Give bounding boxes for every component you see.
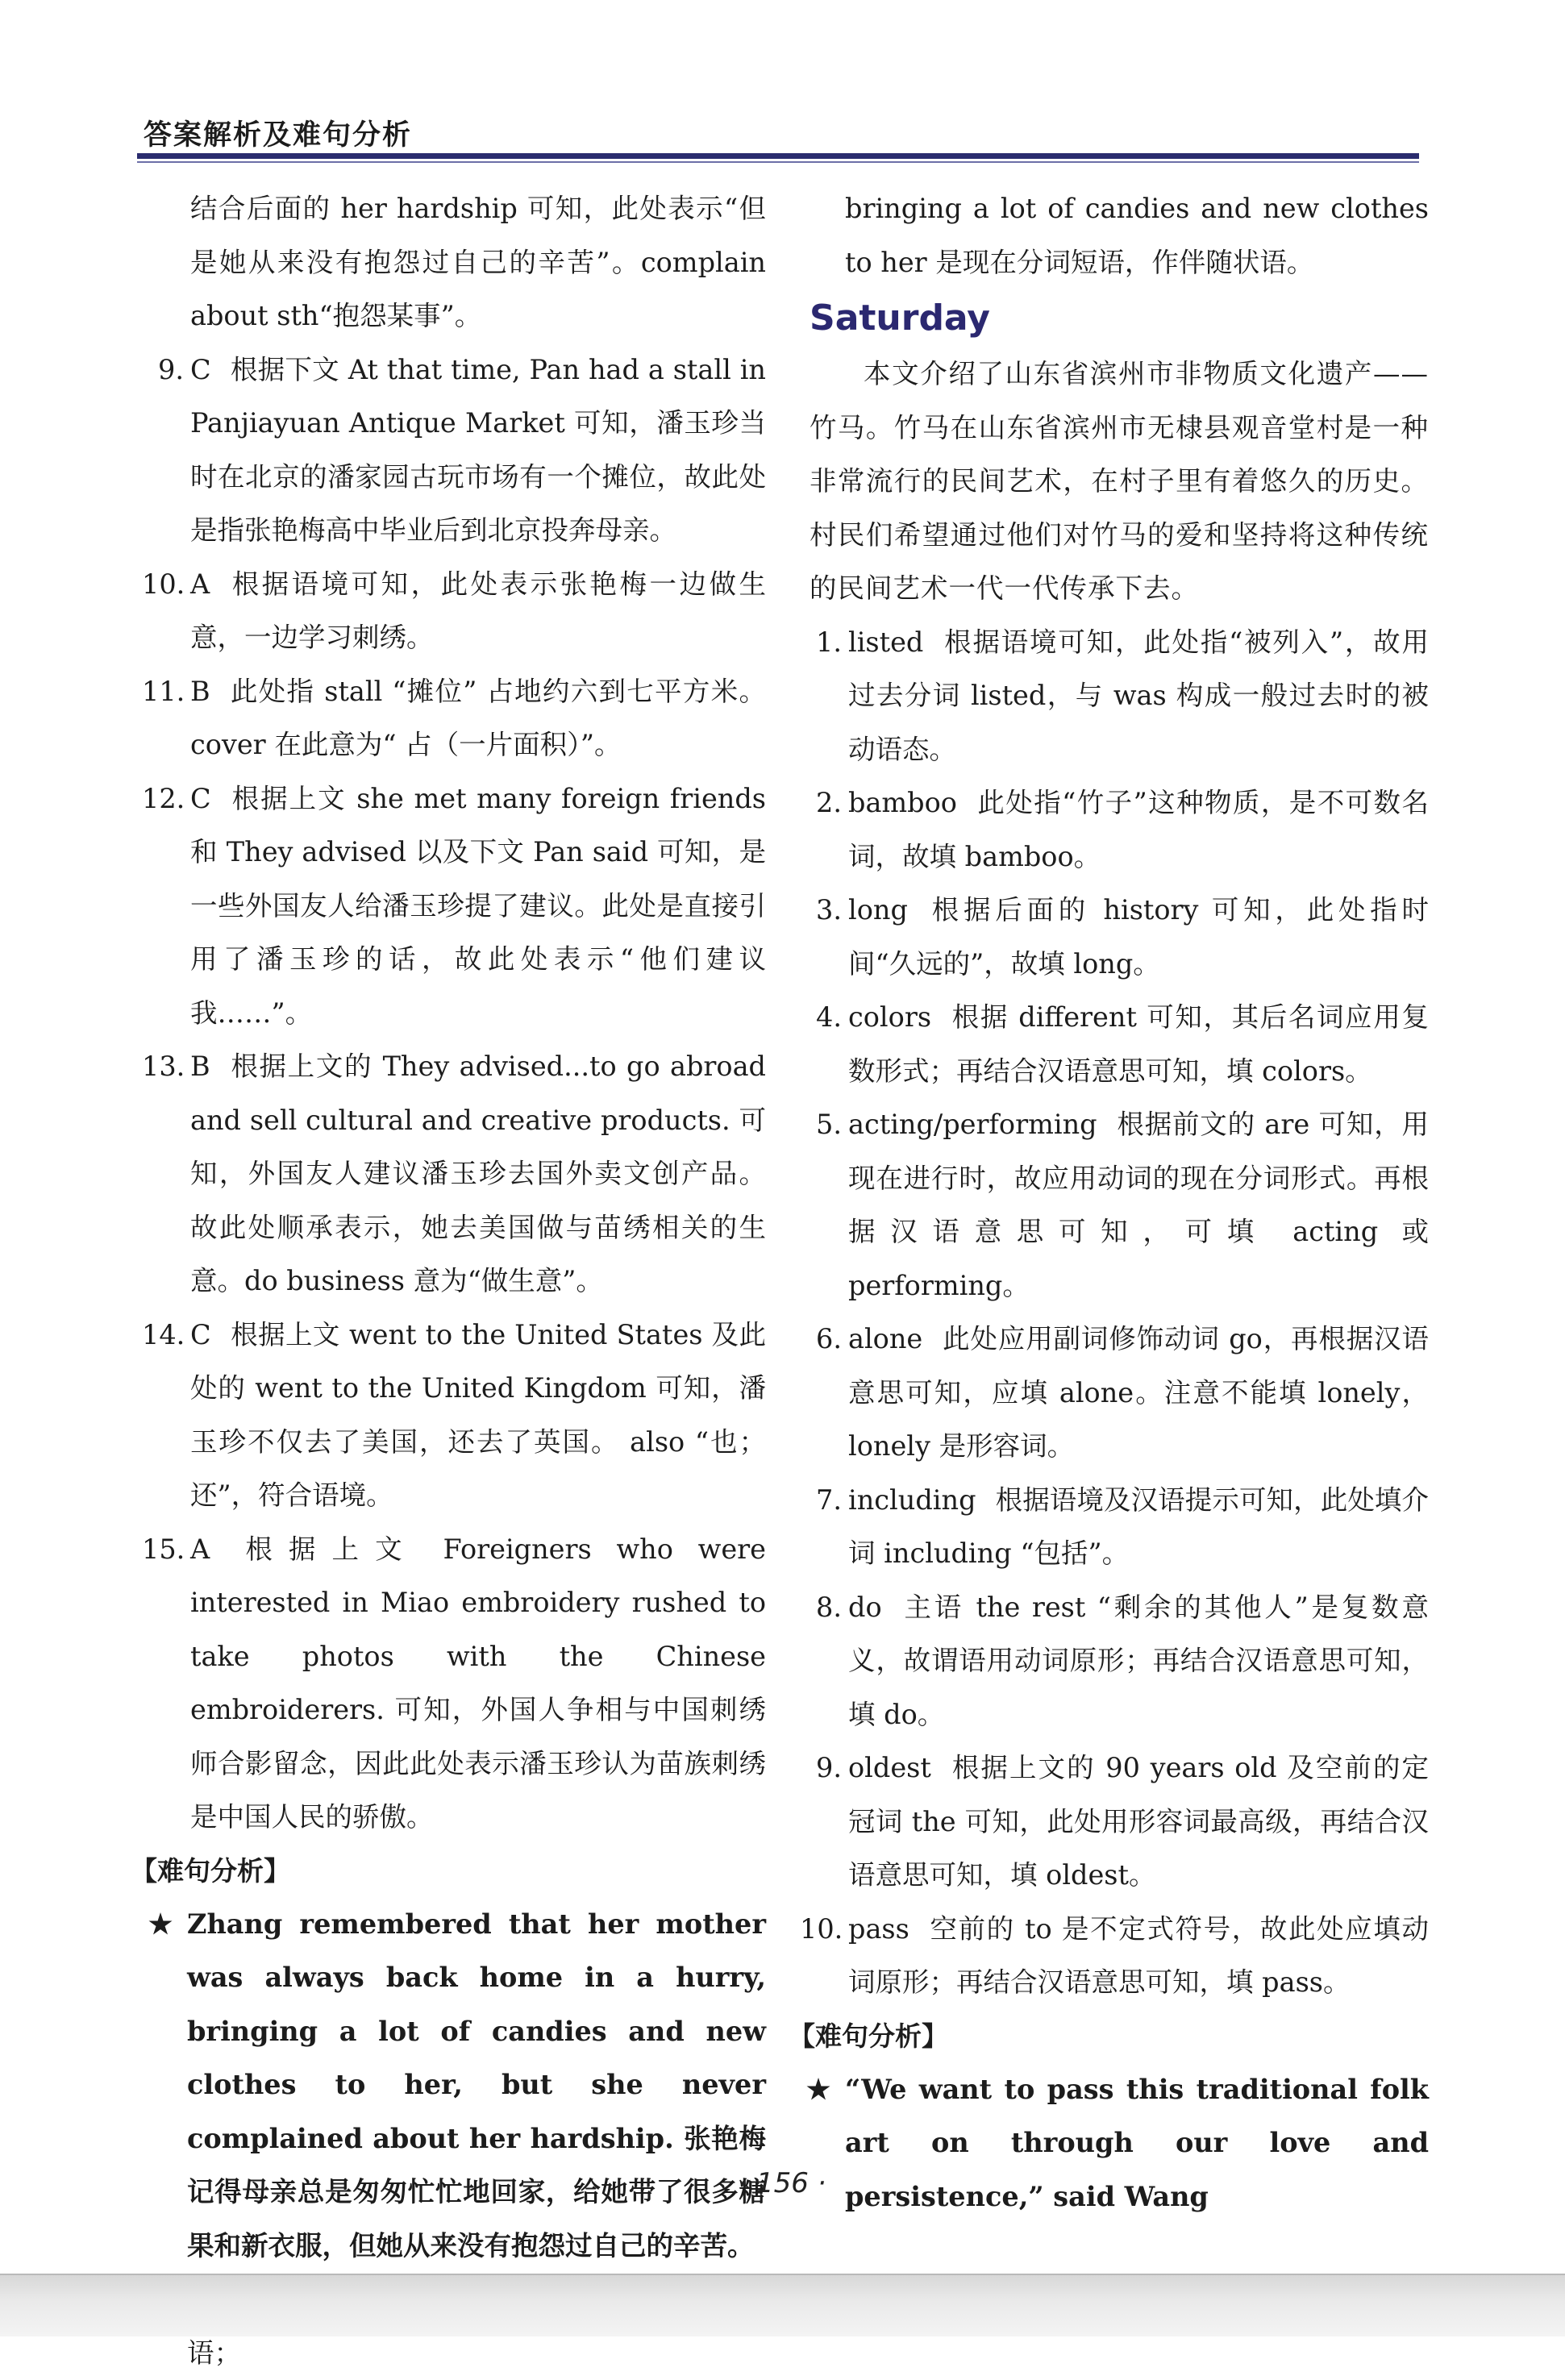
item-explanation: 根据语境可知，此处指“被列入”，故用过去分词 listed，与 was 构成一般过去时的被动语态。 — [848, 626, 1429, 765]
analysis-heading: 【难句分析】 — [789, 2020, 948, 2052]
item-explanation: 根据上文的 90 years old 及空前的定冠词 the 可知，此处用形容词最高级，再结合汉语意思可知，填 oldest。 — [848, 1752, 1429, 1891]
key-sentence — [148, 1898, 766, 2274]
answer-item — [810, 1098, 1429, 1313]
answer-item — [142, 1523, 766, 1845]
item-answer: pass — [848, 1912, 909, 1945]
answer-item — [810, 1741, 1429, 1903]
item-number: 5. — [816, 1109, 842, 1140]
continued-text: 结合后面的 her hardship 可知，此处表示“但是她从来没有抱怨过自己的辛苦”。complain about sth“抱怨某事”。 — [190, 193, 766, 331]
item-number: 7. — [816, 1483, 842, 1516]
item-number: 6. — [816, 1323, 842, 1354]
section-title: Saturday — [810, 298, 990, 339]
item-number: 1. — [816, 626, 842, 658]
scan-edge — [0, 2274, 1565, 2336]
item-number: 13. — [142, 1051, 185, 1082]
item-explanation: 根据上文 Foreigners who were interested in Miao embroidery rushed to take photos with the Chinese embroiderers. 可知，外国人争相与中国刺绣师合影留念，因此此处表示潘玉珍认为苗族刺绣是中国人民的骄傲。 — [190, 1533, 766, 1833]
answer-item — [810, 616, 1429, 777]
answer-item — [800, 1903, 1429, 2010]
star-icon: ★ — [806, 2073, 831, 2105]
item-number: 11. — [142, 675, 185, 707]
item-answer: acting/performing — [848, 1109, 1097, 1140]
header-rule — [137, 153, 1419, 159]
sentence-analysis: 语； — [187, 2336, 241, 2369]
item-answer: A — [190, 1533, 210, 1565]
right-column — [789, 182, 1429, 2224]
item-explanation: 此处指 stall “摊位” 占地约六到七平方米。cover 在此意为“ 占（一片面积）”。 — [190, 675, 766, 760]
left-column — [131, 182, 766, 2380]
page-number: · 156 · — [739, 2167, 826, 2199]
answer-item — [810, 776, 1429, 884]
item-number: 14. — [142, 1318, 185, 1350]
star-icon: ★ — [148, 1908, 173, 1940]
key-sentence-text: Zhang remembered that her mother was always back home in a hurry, bringing a lot of candies and new clothes to her, but she never complained about her hardship. 张艳梅记得母亲总是匆匆忙忙地回家，给她带了很多糖果和新衣服，但她从来没有抱怨过自己的辛苦。 — [187, 1908, 766, 2261]
passage-summary: 本文介绍了山东省滨州市非物质文化遗产——竹马。竹马在山东省滨州市无棣县观音堂村是一种非常流行的民间艺术，在村子里有着悠久的历史。村民们希望通过他们对竹马的爱和坚持将这种传统的民间艺术一代一代传承下去。 — [810, 358, 1429, 604]
item-explanation: 此处指“竹子”这种物质，是不可数名词，故填 bamboo。 — [848, 787, 1429, 872]
item-number: 2. — [816, 787, 842, 818]
item-answer: alone — [848, 1323, 923, 1354]
item-number: 9. — [158, 353, 184, 385]
key-sentence — [806, 2063, 1429, 2224]
item-explanation: 根据前文的 are 可知，用现在进行时，故应用动词的现在分词形式。再根据汉语意思可知，可填 acting 或 performing。 — [848, 1109, 1429, 1301]
item-explanation: 根据上文 went to the United States 及此处的 went to the United Kingdom 可知，潘玉珍不仅去了美国，还去了英国。 also “也；还”，符合语境。 — [190, 1318, 766, 1511]
item-answer: B — [190, 1051, 210, 1082]
answer-item — [142, 1309, 766, 1523]
item-explanation: 根据上文 she met many foreign friends 和 They advised 以及下文 Pan said 可知，是一些外国友人给潘玉珍提了建议。此处是直接引用了潘玉珍的话，故此处表示“他们建议我……”。 — [190, 782, 766, 1029]
answer-item — [142, 665, 766, 772]
item-number: 15. — [142, 1533, 185, 1565]
item-explanation: 根据语境可知，此处表示张艳梅一边做生意，一边学习刺绣。 — [190, 568, 766, 653]
answer-item — [810, 991, 1429, 1098]
answer-item — [810, 884, 1429, 991]
answer-item — [810, 1474, 1429, 1581]
header-rule-thin — [137, 161, 1419, 163]
item-answer: oldest — [848, 1752, 931, 1783]
item-answer: A — [190, 568, 210, 600]
answer-item — [142, 772, 766, 1041]
item-answer: C — [190, 1318, 211, 1350]
answer-item — [152, 343, 766, 558]
item-number: 8. — [816, 1591, 842, 1623]
answer-item — [810, 1313, 1429, 1474]
item-answer: listed — [848, 626, 924, 658]
item-answer: C — [190, 782, 211, 814]
answer-item — [810, 1581, 1429, 1742]
analysis-heading: 【难句分析】 — [131, 1854, 290, 1887]
item-number: 9. — [816, 1752, 842, 1783]
item-answer: C — [190, 353, 211, 385]
answer-item — [142, 1040, 766, 1309]
item-answer: bamboo — [848, 787, 957, 818]
item-explanation: 根据后面的 history 可知，此处指时间“久远的”，故填 long。 — [848, 894, 1429, 980]
header-title: 答案解析及难句分析 — [144, 119, 413, 152]
item-explanation: 空前的 to 是不定式符号，故此处应填动词原形；再结合汉语意思可知，填 pass。 — [848, 1912, 1429, 1998]
item-answer: do — [848, 1591, 882, 1623]
answer-item — [142, 558, 766, 665]
key-sentence-text: “We want to pass this traditional folk art on through our love and persistence,” said Wang — [845, 2073, 1429, 2212]
item-explanation: 根据上文的 They advised...to go abroad and sell cultural and creative products. 可知，外国友人建议潘玉珍去国外卖文创产品。 故此处顺承表示，她去美国做与苗绣相关的生意。do business 意为“做生意”。 — [190, 1051, 766, 1296]
item-number: 10. — [800, 1912, 843, 1945]
item-answer: colors — [848, 1001, 932, 1033]
item-explanation: 根据下文 At that time, Pan had a stall in Panjiayuan Antique Market 可知，潘玉珍当时在北京的潘家园古玩市场有一个摊位，故此处是指张艳梅高中毕业后到北京投奔母亲。 — [190, 353, 766, 546]
item-number: 4. — [816, 1001, 842, 1033]
item-explanation: 此处应用副词修饰动词 go，再根据汉语意思可知，应填 alone。注意不能填 lonely，lonely 是形容词。 — [848, 1323, 1429, 1462]
item-explanation: 根据语境及汉语提示可知，此处填介词 including “包括”。 — [848, 1483, 1429, 1569]
item-answer: including — [848, 1483, 976, 1516]
item-explanation: 根据 different 可知，其后名词应用复数形式；再结合汉语意思可知，填 colors。 — [848, 1001, 1429, 1087]
item-number: 12. — [142, 782, 185, 814]
item-number: 3. — [816, 894, 842, 926]
continued-text: bringing a lot of candies and new clothes to her 是现在分词短语，作伴随状语。 — [845, 193, 1429, 278]
item-answer: B — [190, 675, 210, 707]
item-answer: long — [848, 894, 908, 926]
item-explanation: 主语 the rest “剩余的其他人”是复数意义，故谓语用动词原形；再结合汉语意思可知，填 do。 — [848, 1591, 1429, 1730]
item-number: 10. — [142, 568, 185, 600]
